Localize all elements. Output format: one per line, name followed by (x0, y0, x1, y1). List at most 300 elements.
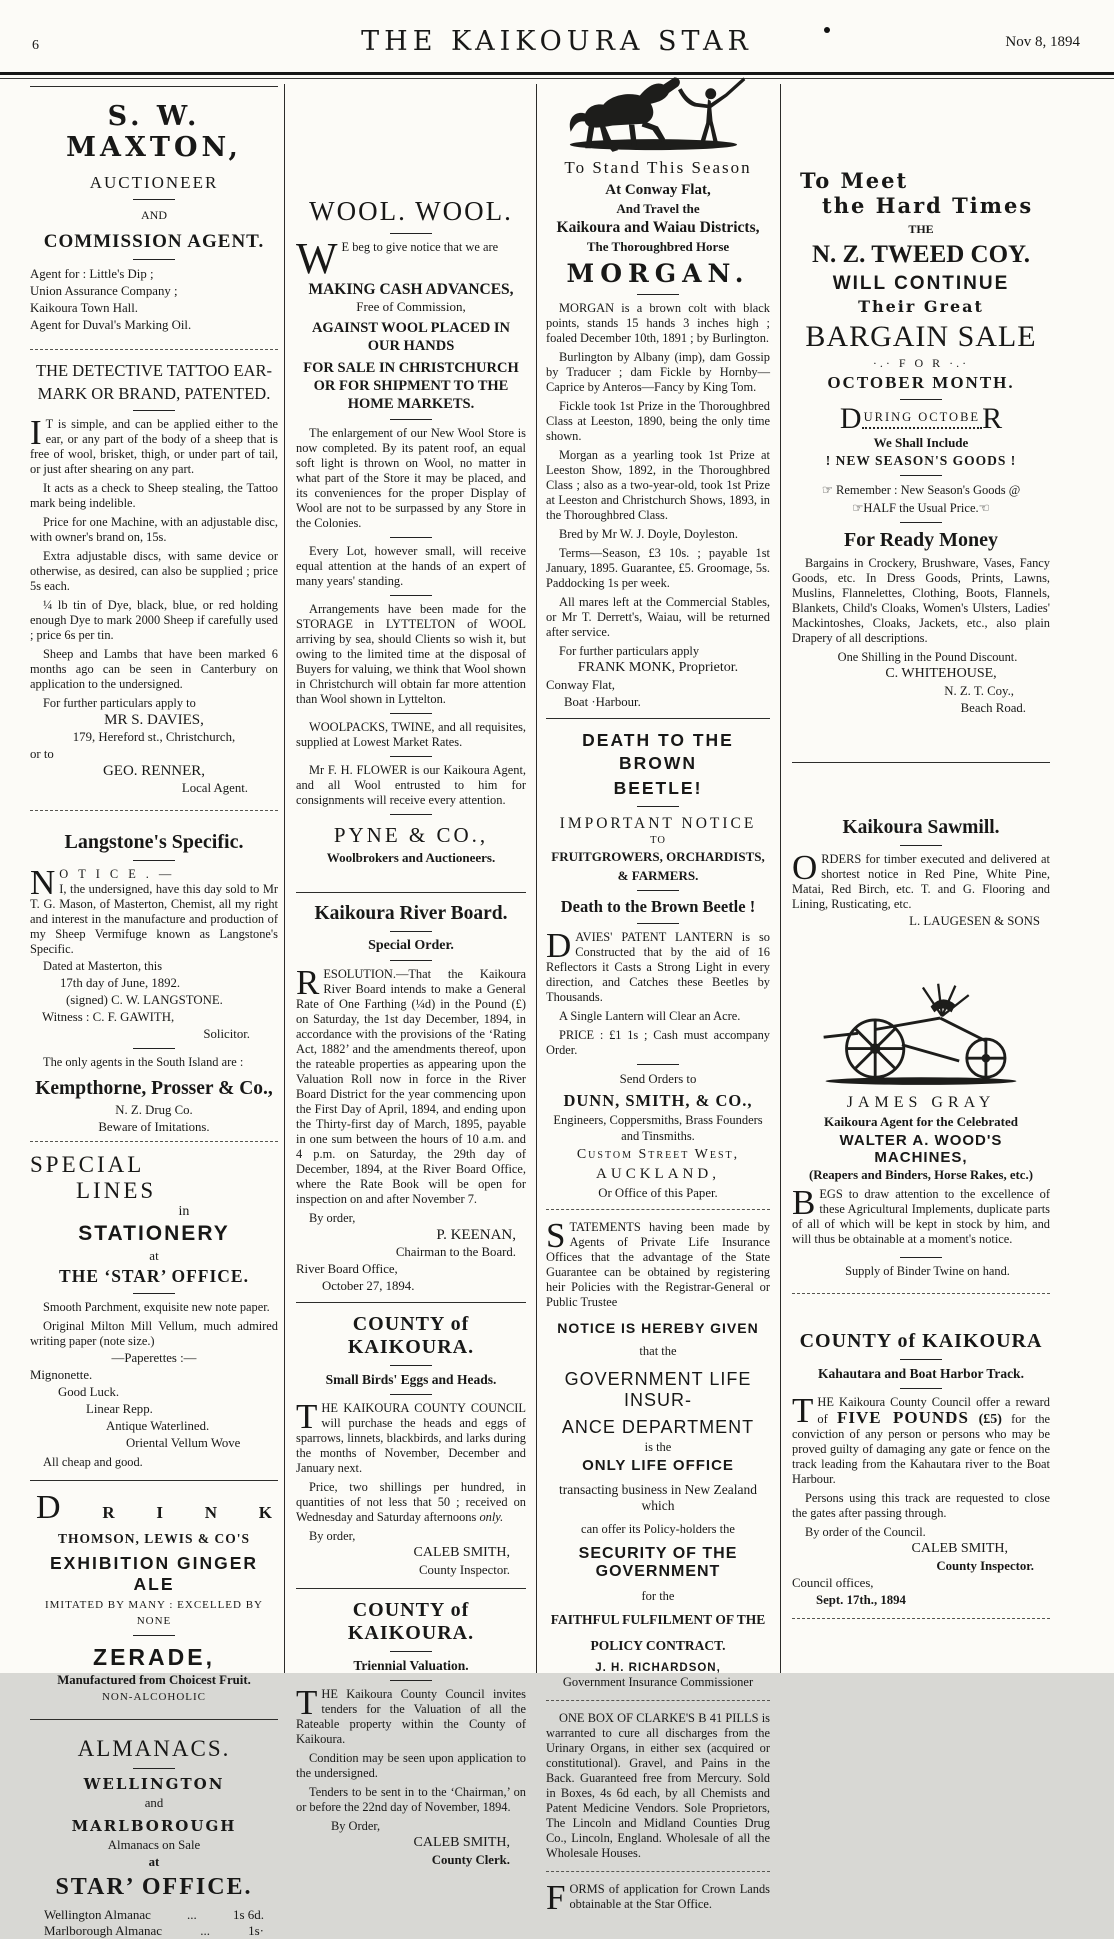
witness-line: Witness : C. F. GAWITH, (42, 1010, 175, 1024)
office-line: Council offices, (792, 1576, 874, 1590)
contact-orto: or to (30, 747, 54, 761)
short-rule (390, 537, 432, 538)
spread-letter: K (258, 1503, 272, 1522)
connector-line: that the (639, 1344, 677, 1358)
address-line: Or Office of this Paper. (598, 1186, 718, 1200)
section-divider (30, 1480, 278, 1481)
remember-text: Remember : New Season's Goods @ (832, 483, 1021, 497)
pointing-hand-icon: ☞ (821, 482, 833, 497)
column-rule-3 (780, 84, 781, 1673)
agent-role: Kaikoura Agent for the Celebrated (823, 1114, 1019, 1129)
body-text: Mr F. H. FLOWER is our Kaikoura Agent, and all Wool entrusted to him for consignments will receive every attention. (296, 763, 526, 807)
short-rule (133, 1048, 175, 1049)
price-dots: ... (187, 1907, 197, 1922)
drop-cap: T (792, 1391, 814, 1430)
department-name: GOVERNMENT LIFE INSUR- (564, 1369, 752, 1410)
body-text: MORGAN is a brown colt with black points, stands 15 hands 3 inches high ; foaled December 10th, 1891 ; by Burlington. (546, 301, 770, 345)
by-order: By order of the Council. (805, 1525, 926, 1539)
ink-spot (824, 27, 830, 33)
notice-subtitle: Small Birds' Eggs and Heads. (325, 1372, 497, 1387)
travel-line: And Travel the (616, 201, 700, 216)
short-rule (133, 1293, 175, 1294)
firm-role: Engineers, Coppersmiths, Brass Founders and Tinsmiths. (553, 1113, 763, 1143)
short-rule (390, 419, 432, 420)
list-item: Mignonette. (30, 1368, 93, 1382)
agent-line: Agent for Duval's Marking Oil. (30, 318, 192, 332)
october-line: OCTOBER MONTH. (827, 373, 1015, 392)
new-goods-line: ! NEW SEASON'S GOODS ! (825, 453, 1017, 468)
faithful-line: FAITHFUL FULFILMENT OF THE (550, 1612, 766, 1627)
drop-cap: R (982, 402, 1003, 435)
zerade-sub: Manufactured from Choicest Fruit. (57, 1673, 251, 1687)
list-item: Oriental Vellum Wove (126, 1436, 241, 1450)
ad-pills (546, 1711, 770, 1861)
body-text: Arrangements have been made for the STORAGE in LYTTELTON of WOOL arriving by sea, should Clients so wish it, but owing to the limited time at the disposal of Buyers for valuing, we think that Wool shown in Christchurch will obtain far more attention than Wool shown in Lyttelton. (296, 602, 526, 706)
to-line: TO (650, 835, 666, 846)
drink-headline (30, 1489, 278, 1526)
short-rule (390, 931, 432, 932)
body-text: Condition may be seen upon application to the undersigned. (296, 1751, 526, 1780)
during-october-line (792, 402, 1050, 435)
signature: CALEB SMITH, (413, 1545, 510, 1560)
column-rule-2 (536, 84, 537, 1673)
ad-title: BEETLE! (613, 778, 703, 798)
notice-track (792, 1304, 1050, 1619)
body-text: ¼ lb tin of Dye, black, blue, or red holding enough Dye to mark 2000 Sheep if carefully used ; price 6s per tin. (30, 598, 278, 642)
heading-in: in (178, 1204, 190, 1219)
drop-cap: B (792, 1183, 816, 1222)
at-line: at (148, 1855, 160, 1869)
agent-name: JAMES GRAY (846, 1094, 996, 1111)
column-rule-1 (284, 84, 285, 1673)
slogan-line: IMITATED BY MANY : EXCELLED BY NONE (44, 1599, 264, 1627)
section-divider (792, 762, 1050, 763)
heading-special: SPECIAL (30, 1152, 145, 1177)
contact-role: Local Agent. (181, 781, 248, 795)
price-dots: ... (200, 1923, 210, 1938)
office-line: STAR’ OFFICE. (55, 1874, 253, 1900)
short-rule (900, 1257, 942, 1258)
agent-line: Union Assurance Company ; (30, 284, 178, 298)
section-divider (546, 1700, 770, 1701)
drop-cap: D (546, 926, 572, 965)
machines-detail: (Reapers and Binders, Horse Rakes, etc.) (809, 1168, 1033, 1182)
firm-name: DUNN, SMITH, & CO., (563, 1091, 753, 1110)
ad-title: MARK OR BRAND, PATENTED. (37, 384, 271, 403)
price-name: Wellington Almanac (44, 1907, 151, 1922)
signature: C. WHITEHOUSE, (885, 666, 997, 681)
heading: AGAINST WOOL PLACED IN OUR HANDS (311, 320, 511, 354)
important-notice: IMPORTANT NOTICE (559, 815, 757, 832)
list-item: Linear Repp. (86, 1402, 153, 1416)
paper-title: THE KAIKOURA STAR (361, 26, 753, 57)
reward-amount: FIVE POUNDS (836, 1408, 969, 1427)
list-item: Antique Waterlined. (106, 1419, 210, 1433)
advertiser-name: S. W. MAXTON, (66, 101, 242, 163)
body-text: ONE BOX OF CLARKE'S B 41 PILLS is warranted to cure all discharges from the Urinary Organs, in either sex (acquired or constitutional). Gravel, and Pains in the Back. Guaranteed free from Mercury. Sold in Boxes, 4s 6d each, by all Chemists and Patent Medicine Vendors. Sole Proprietors, The Lincoln and Midland Counties Drug Co., Lincoln, England. Wholesale of all the Wholesale Houses. (546, 1711, 770, 1860)
notice-subtitle: Triennial Valuation. (353, 1658, 469, 1673)
commissioner-role: Government Insurance Commissioner (562, 1675, 754, 1689)
signature-company: N. Z. T. Coy., (944, 684, 1014, 698)
audience-line: & FARMERS. (617, 868, 699, 883)
place-line: At Conway Flat, (605, 182, 711, 198)
short-rule (133, 1635, 175, 1636)
short-rule (900, 399, 942, 400)
signature: (signed) C. W. LANGSTONE. (66, 993, 223, 1007)
short-rule (390, 960, 432, 961)
role-line: Solicitor. (203, 1027, 250, 1041)
firm-signature: L. LAUGESEN & SONS (909, 914, 1040, 928)
brand-line: THOMSON, LEWIS & CO'S (57, 1531, 251, 1546)
short-rule (133, 410, 175, 411)
short-rule (900, 1388, 942, 1389)
machines-line: WALTER A. WOOD'S MACHINES, (839, 1132, 1003, 1166)
ad-beetle (546, 729, 770, 1201)
ad-almanacs (30, 1736, 278, 1939)
audience-line: FRUITGROWERS, ORCHARDISTS, (551, 849, 765, 864)
zerade-note: NON-ALCOHOLIC (101, 1691, 207, 1703)
body-text: Tenders to be sent in to the ‘Chairman,’ on or before the 22nd day of November, 1894. (296, 1785, 526, 1814)
notice-forms (546, 1878, 770, 1917)
commissioner-signature: J. H. RICHARDSON, (595, 1662, 721, 1674)
drop-cap: I (30, 413, 42, 452)
heading: FOR SALE IN CHRISTCHURCH OR FOR SHIPMENT TO THE HOME MARKETS. (303, 360, 519, 412)
only-life-office: ONLY LIFE OFFICE (582, 1457, 734, 1474)
list-item: Good Luck. (58, 1385, 120, 1399)
role-line: COMMISSION AGENT. (43, 231, 265, 252)
the-line: THE (908, 222, 934, 236)
notice-title: COUNTY of KAIKOURA. (347, 1313, 475, 1358)
price-line: PRICE : £1 1s ; Cash must accompany Order. (546, 1028, 770, 1057)
body-line: transacting business in New Zealand which (559, 1482, 757, 1513)
ad-tattoo (30, 360, 278, 796)
heading-at: at (149, 1248, 159, 1263)
notice-title: COUNTY of KAIKOURA. (347, 1599, 475, 1644)
paperettes-line: —Paperettes :— (111, 1351, 197, 1365)
place-line: WELLINGTON (83, 1775, 225, 1793)
section-divider (546, 1871, 770, 1872)
column-2 (296, 84, 526, 1869)
short-rule (390, 595, 432, 596)
page-number: 6 (32, 38, 39, 53)
body-text: Dated at Masterton, this (43, 959, 163, 973)
body-text: HE Kaikoura County Council invites tenders for the Valuation of all the Rateable property within the County of Kaikoura. (296, 1687, 526, 1746)
drop-cap: T (296, 1683, 318, 1722)
body-text: RDERS for timber executed and delivered at shortest notice in Red Pine, White Pine, Matai, Red Birch, etc. T. and G. Flooring and Lining, Rusticating, etc. (792, 852, 1050, 911)
body-text: I, the undersigned, have this day sold to Mr T. G. Mason, of Masterton, Chemist, all my right and interest in the manufacture and production of my Sheep Vermifuge known as Langstone's Specific. (30, 882, 278, 956)
agent-line: Kaikoura Town Hall. (30, 301, 138, 315)
short-rule (390, 713, 432, 714)
department-name: ANCE DEPARTMENT (561, 1417, 755, 1437)
remember-line (792, 482, 1050, 498)
section-divider (546, 1209, 770, 1210)
body-text: All cheap and good. (43, 1455, 143, 1469)
body-text: for the conviction of any person or persons who may be proved guilty of damaging any gate or fence on the track leading from the Kahautara river to the Boat Harbour. (792, 1412, 1051, 1486)
during-text: URING OCTOBE (862, 406, 982, 429)
drop-cap: F (546, 1878, 566, 1917)
ad-wool (296, 84, 526, 866)
body-text: Persons using this track are requested to close the gates after passing through. (792, 1491, 1050, 1520)
address-line: Conway Flat, (546, 678, 615, 692)
section-divider (296, 892, 526, 893)
short-rule (900, 1359, 942, 1360)
their-great-line: Their Great (858, 297, 984, 316)
ad-maxton (30, 101, 278, 333)
drop-cap: T (296, 1397, 318, 1436)
notice-word: OTICE.— (59, 867, 182, 881)
signature-role: County Inspector. (419, 1563, 510, 1577)
ad-langstone (30, 831, 278, 1135)
short-rule (637, 890, 679, 891)
spread-letter: N (204, 1503, 217, 1522)
pointing-hand-icon: ☞ (852, 500, 864, 515)
ad-title: Kaikoura Sawmill. (842, 817, 1000, 838)
signature: CALEB SMITH, (911, 1541, 1008, 1556)
short-rule (637, 1064, 679, 1065)
heading-stationery: STATIONERY (78, 1222, 230, 1245)
notice-govlife (546, 1216, 770, 1690)
firm-name: Kempthorne, Prosser & Co., (35, 1078, 273, 1099)
drop-cap: N (30, 863, 56, 902)
address-line: AUCKLAND, (596, 1166, 720, 1182)
notice-subtitle: Special Order. (368, 938, 454, 953)
body-text: Price, two shillings per hundred, in quantities of not less that 50 ; received on Wednesday and Saturday afternoons (296, 1480, 526, 1524)
signature: CALEB SMITH, (413, 1835, 510, 1850)
headline-line: the Hard Times (822, 193, 1034, 218)
section-divider (792, 1293, 1050, 1294)
body-text: All mares left at the Commercial Stables, or Mr T. Derrett's, Waiau, will be returned after service. (546, 595, 770, 639)
section-divider (30, 810, 278, 811)
ad-stationery (30, 1152, 278, 1470)
notice-birds (296, 1313, 526, 1578)
notice-title: Kaikoura River Board. (314, 903, 508, 924)
column-1 (30, 84, 278, 1939)
firm-role: Woolbrokers and Auctioneers. (326, 850, 496, 865)
district-line: Kaikoura and Waiau Districts, (556, 219, 760, 236)
role-line: AUCTIONEER (89, 173, 219, 192)
short-rule (637, 923, 679, 924)
body-text: T is simple, and can be applied either to the ear, or any part of the body of a sheep that is free of wool, brisket, thigh, or under part of tail, or just after shearing on any part. (30, 417, 278, 476)
pointing-hand-icon: ☜ (978, 500, 990, 515)
by-order: By order, (309, 1529, 356, 1543)
signature-role: County Inspector. (936, 1559, 1034, 1573)
signature-role: Chairman to the Board. (395, 1245, 516, 1259)
short-rule (900, 522, 942, 523)
section-divider (792, 1618, 1050, 1619)
by-order: By Order, (331, 1819, 381, 1833)
body-text: Bred by Mr W. J. Doyle, Doyleston. (559, 527, 738, 541)
body-text: Original Milton Mill Vellum, much admired writing paper (note size.) (30, 1319, 278, 1348)
half-price-line (792, 500, 1050, 516)
drop-cap: D (36, 1489, 61, 1526)
contact-name: GEO. RENNER, (102, 763, 206, 779)
reaper-illustration (816, 970, 1026, 1090)
issue-date: Nov 8, 1894 (1005, 34, 1080, 50)
firm-name: PYNE & CO., (333, 823, 489, 847)
connector-line: for the (641, 1589, 675, 1603)
short-rule (390, 756, 432, 757)
ad-morgan (546, 70, 770, 710)
place-line: MARLBOROUGH (71, 1817, 237, 1835)
proprietor-signature: FRANK MONK, Proprietor. (577, 660, 739, 675)
body-text: Sheep and Lambs that have been marked 6 months ago can be seen in Canterbury on application to the undersigned. (30, 647, 278, 691)
short-rule (390, 1680, 432, 1681)
short-rule (637, 806, 679, 807)
reward-figure: (£5) (968, 1412, 1002, 1427)
short-rule (133, 860, 175, 861)
signature: P. KEENAN, (436, 1227, 516, 1243)
firm-sub: N. Z. Drug Co. (115, 1103, 193, 1117)
body-text: Bargains in Crockery, Brushware, Vases, Fancy Goods, etc. In Dress Goods, Prints, Lawns, Muslins, Flannelettes, Clothing, Boots, Flannels, Blankets, Child's Cloaks, Women's Ulsters, Ladies' Mackintoshes, Cloaks, Jackets, etc., also plain Drapery of all descriptions. (792, 556, 1050, 645)
horse-illustration (558, 70, 758, 152)
body-text: EGS to draw attention to the excellence of these Agricultural Implements, duplicate parts of all of which will be kept in stock by him, and will thus be obtainable at a moment's notice. (792, 1187, 1050, 1246)
date-line: Sept. 17th., 1894 (816, 1593, 906, 1607)
address-line: Custom Street West, (576, 1147, 740, 1162)
body-text: Burlington by Albany (imp), dam Gossip by Traducer ; dam Fickle by Hornby—Caprice by Anteros—Fancy by King Tom. (546, 350, 770, 394)
column-4 (792, 84, 1050, 1629)
ad-james-gray (792, 930, 1050, 1279)
ad-tweed (792, 84, 1050, 716)
ad-title: WOOL. WOOL. (309, 196, 513, 226)
drop-cap: D (839, 402, 862, 435)
short-rule (900, 475, 942, 476)
section-divider (546, 718, 770, 719)
contact-address: 179, Hereford st., Christchurch, (72, 730, 236, 744)
spread-letter: I (156, 1503, 163, 1522)
price-value: 1s 6d. (232, 1907, 264, 1922)
by-order: By order, (309, 1211, 356, 1225)
body-text: E beg to give notice that we are (341, 240, 499, 254)
body-text: WOOLPACKS, TWINE, and all requisites, supplied at Lowest Market Rates. (296, 720, 526, 749)
product-line: EXHIBITION GINGER ALE (49, 1553, 259, 1594)
short-rule (390, 1394, 432, 1395)
body-text: HE Kaikoura County Council offer a reward of (817, 1395, 1050, 1426)
notice-subtitle: Kahautara and Boat Harbor Track. (818, 1366, 1024, 1381)
body-text: A Single Lantern will Clear an Acre. (559, 1009, 741, 1023)
drop-cap: S (546, 1216, 566, 1255)
and-line: AND (141, 208, 167, 222)
body-text: AVIES' PATENT LANTERN is so Constructed that by the aid of 16 Reflectors it Casts a Strong Light in every direction, and Catches these Beetles by Thousands. (546, 930, 770, 1004)
body-text: It acts as a check to Sheep stealing, the Tattoo mark being indelible. (30, 481, 278, 510)
sale-line: Almanacs on Sale (107, 1838, 201, 1852)
body-text: Terms—Season, £3 10s. ; payable 1st January, 1895. Guarantee, £5. Groomage, 5s. Paddocking 1s per week. (546, 546, 770, 590)
drop-cap: R (296, 963, 320, 1002)
section-divider (30, 86, 278, 87)
notice-valuation (296, 1599, 526, 1868)
short-rule (133, 199, 175, 200)
price-value: 1s· (248, 1923, 264, 1938)
headline-line: To Meet (800, 168, 909, 193)
signature-role: County Clerk. (431, 1853, 510, 1867)
contact-name: MR S. DAVIES, (104, 712, 204, 728)
price-row (30, 1907, 278, 1923)
subheading: Death to the Brown Beetle ! (560, 897, 756, 916)
date-line: October 27, 1894. (322, 1279, 415, 1293)
half-price-text: HALF the Usual Price. (863, 501, 979, 515)
firm-warning: Beware of Imitations. (98, 1120, 210, 1134)
short-rule (133, 1768, 175, 1769)
ad-ginger-ale (30, 1489, 278, 1705)
bargain-sale-line: BARGAIN SALE (805, 320, 1037, 353)
notice-title: COUNTY of KAIKOURA (799, 1330, 1043, 1352)
agent-line: Agent for : Little's Dip ; (30, 267, 154, 281)
signature-address: Beach Road. (960, 701, 1026, 715)
body-text: HE KAIKOURA COUNTY COUNCIL will purchase the heads and eggs of sparrows, linnets, blackbirds, and larks during the months of November, December and January next. (296, 1401, 526, 1475)
ad-title: ALMANACS. (77, 1736, 231, 1761)
section-divider (30, 1141, 278, 1142)
body-text: The enlargement of our New Wool Store is now completed. By its patent roof, an equal soft light is thrown on Wool, no matter in what part of the Store it may be placed, and its conveniences for the proper Display of Wool are not to be surpassed by any Store in the Colonies. (296, 426, 526, 530)
ad-title: DEATH TO THE BROWN (582, 730, 734, 773)
ad-title: THE DETECTIVE TATTOO EAR- (36, 361, 272, 380)
section-divider (30, 1719, 278, 1720)
body-text: For further particulars apply (559, 644, 700, 658)
short-rule (390, 1365, 432, 1366)
body-text: ESOLUTION.—That the Kaikoura River Board intends to make a General Rate of One Farthing (¼d) in the Pound (£) on Saturday, the 1st day December, 1894, in accordance with the provisions of the ‘Rating Act, 1882’ and the amendments thereof, upon the rateable properties as appearing upon the Valuation Roll now in force in the River Board District for the year commencing upon the First Day of April, 1894, and ending upon the Thirty-first day of March, 1895, payable in one sum between the hours of 10 a.m. and 4 p.m. on Saturday, the 29th day of December, 1894, at the River Board Office, where the Rate Book will be open for inspection on and after November 7. (296, 967, 526, 1206)
notice-heading: NOTICE IS HEREBY GIVEN (557, 1320, 759, 1336)
ad-title: Langstone's Specific. (64, 831, 244, 853)
spread-letter: R (102, 1503, 115, 1522)
twine-line: Supply of Binder Twine on hand. (845, 1264, 1010, 1278)
send-orders-line: Send Orders to (619, 1072, 697, 1086)
price-row (30, 1923, 278, 1939)
section-divider (296, 1588, 526, 1589)
section-divider (30, 349, 278, 350)
section-divider (296, 1302, 526, 1303)
notice-river-board (296, 903, 526, 1294)
heading-office: THE ‘STAR’ OFFICE. (59, 1266, 249, 1286)
company-name: N. Z. TWEED COY. (811, 241, 1031, 268)
heading: MAKING CASH ADVANCES, (308, 281, 514, 298)
short-rule (390, 1651, 432, 1652)
drop-cap: O (792, 848, 818, 887)
price-name: Marlborough Almanac (44, 1923, 163, 1938)
body-text: Every Lot, however small, will receive equal attention at the hands of an expert of many years' standing. (296, 544, 526, 588)
security-line: SECURITY OF THE GOVERNMENT (578, 1545, 738, 1580)
body-text: ORMS of application for Crown Lands obtainable at the Star Office. (569, 1882, 770, 1911)
and-line: and (144, 1796, 164, 1810)
address-line: Boat ·Harbour. (564, 695, 641, 709)
contract-line: POLICY CONTRACT. (590, 1638, 726, 1653)
short-rule (390, 233, 432, 234)
short-rule (390, 814, 432, 815)
ad-sawmill (792, 773, 1050, 929)
body-text: For further particulars apply to (43, 696, 196, 710)
ready-money-heading: For Ready Money (843, 529, 999, 551)
body-text: Price for one Machine, with an adjustable disc, with owner's brand on, 15s. (30, 515, 278, 544)
stand-line: To Stand This Season (564, 158, 752, 177)
subheading: Free of Commission, (356, 299, 466, 314)
body-text: Extra adjustable discs, with same device or otherwise, as desired, can also be supplied ; price 5s each. (30, 549, 278, 593)
drop-cap: W (296, 234, 338, 283)
horse-name: MORGAN. (566, 259, 750, 288)
heading-lines: LINES (76, 1178, 157, 1203)
date-line: 17th day of June, 1892. (60, 976, 181, 990)
body-line: can offer its Policy-holders the (581, 1522, 735, 1536)
body-text: Fickle took 1st Prize in the Thoroughbred Class at Leeston, 1890, being the only time shown. (546, 399, 770, 443)
connector-line: is the (644, 1440, 672, 1454)
include-line: We Shall Include (873, 435, 969, 450)
body-text: Smooth Parchment, exquisite new note paper. (43, 1300, 270, 1314)
discount-line: One Shilling in the Pound Discount. (837, 650, 1018, 664)
body-text: TATEMENTS having been made by Agents of Private Life Insurance Offices that the advantage of the State Guarantee can be obtained by registering heir Policies with the Registrar-General or Public Trustee (546, 1220, 770, 1309)
horse-type-line: The Thoroughbred Horse (586, 239, 730, 254)
short-rule (133, 259, 175, 260)
body-text: The only agents in the South Island are : (43, 1055, 244, 1069)
body-text-italic: only. (479, 1510, 504, 1524)
short-rule (900, 845, 942, 846)
for-line: ·.· F O R ·.· (872, 356, 970, 370)
body-text: Morgan as a yearling took 1st Prize at Leeston Show, 1892, in the Thoroughbred Class ; also as a two-year-old, took 1st Prize at Leeston and Christchurch Shows, 1893, in the Thoroughbred Class. (546, 448, 770, 522)
